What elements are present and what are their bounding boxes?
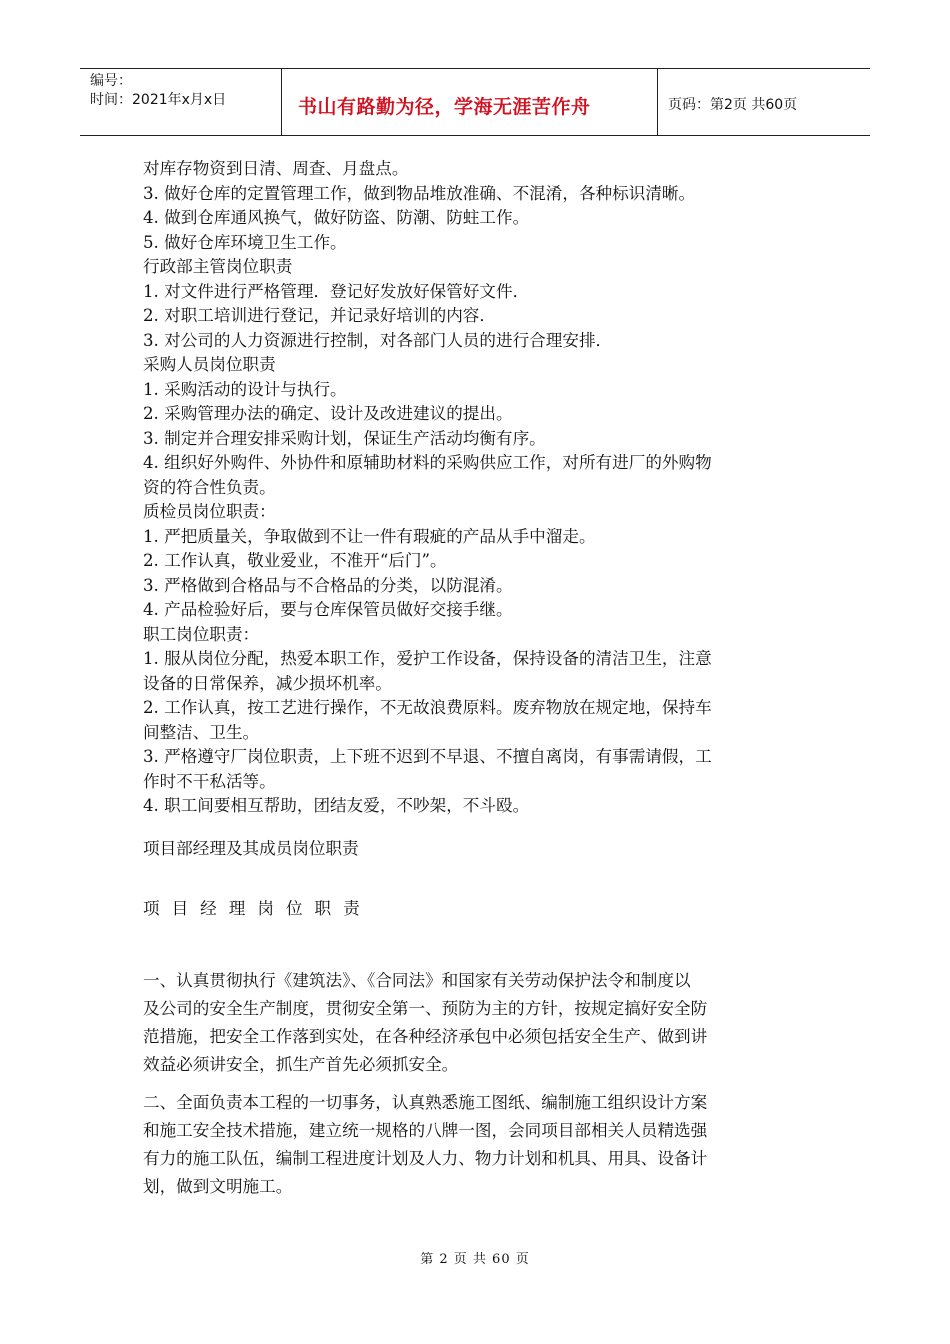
text-line: 2. 对职工培训进行登记，并记录好培训的内容． bbox=[143, 306, 496, 325]
section-title: 行政部主管岗位职责 bbox=[143, 257, 293, 276]
paragraph-line: 划，做到文明施工。 bbox=[143, 1176, 293, 1196]
role-heading: 项目经理岗位职责 bbox=[143, 899, 372, 918]
paragraph-line: 有力的施工队伍，编制工程进度计划及人力、物力计划和机具、用具、设备计 bbox=[143, 1148, 708, 1168]
paragraph-line: 二、全面负责本工程的一切事务，认真熟悉施工图纸、编制施工组织设计方案 bbox=[143, 1092, 708, 1112]
text-line: 4. 职工间要相互帮助，团结友爱，不吵架，不斗殴。 bbox=[143, 796, 530, 815]
text-line: 资的符合性负责。 bbox=[143, 477, 276, 497]
page-header bbox=[80, 68, 870, 136]
paragraph-2 bbox=[143, 1089, 811, 1201]
text-line: 4. 产品检验好后，要与仓库保管员做好交接手继。 bbox=[143, 600, 513, 619]
header-meta bbox=[80, 69, 282, 135]
text-line: 1. 采购活动的设计与执行。 bbox=[143, 379, 347, 399]
header-page-info: 页码：第2页 共60页 bbox=[668, 97, 798, 113]
text-line: 5. 做好仓库环境卫生工作。 bbox=[143, 232, 347, 252]
text-line: 1. 对文件进行严格管理．登记好发放好保管好文件． bbox=[143, 281, 530, 301]
paragraph-line: 范措施，把安全工作落到实处，在各种经济承包中必须包括安全生产、做到讲 bbox=[143, 1026, 708, 1046]
header-motto: 书山有路勤为径，学海无涯苦作舟 bbox=[282, 69, 658, 135]
document-body bbox=[143, 157, 811, 1201]
text-line: 2. 工作认真，敬业爱业，不准开“后门”。 bbox=[143, 551, 447, 570]
text-line: 4. 做到仓库通风换气，做好防盗、防潮、防蛀工作。 bbox=[143, 208, 530, 227]
paragraph-line: 和施工安全技术措施，建立统一规格的八牌一图，会同项目部相关人员精选强 bbox=[143, 1120, 708, 1140]
text-line: 间整洁、卫生。 bbox=[143, 722, 260, 742]
section-title: 质检员岗位职责： bbox=[143, 502, 276, 521]
text-line: 2. 工作认真，按工艺进行操作，不无故浪费原料。废弃物放在规定地，保持车 bbox=[143, 698, 712, 717]
text-line: 4. 组织好外购件、外协件和原辅助材料的采购供应工作，对所有进厂的外购物 bbox=[143, 453, 712, 472]
section-title: 采购人员岗位职责 bbox=[143, 355, 276, 374]
text-line: 3. 严格遵守厂岗位职责，上下班不迟到不早退、不擅自离岗，有事需请假，工 bbox=[143, 747, 712, 766]
text-line: 2. 采购管理办法的确定、设计及改进建议的提出。 bbox=[143, 404, 513, 423]
page-footer: 第 2 页 共 60 页 bbox=[420, 1252, 530, 1267]
text-line: 3. 对公司的人力资源进行控制，对各部门人员的进行合理安排． bbox=[143, 330, 613, 350]
text-line: 作时不干私活等。 bbox=[143, 771, 276, 791]
text-line: 3. 做好仓库的定置管理工作，做到物品堆放准确、不混淆，各种标识清晰。 bbox=[143, 183, 696, 203]
time-label: 时间：2021年x月x日 bbox=[90, 92, 227, 108]
text-line: 3. 制定并合理安排采购计划，保证生产活动均衡有序。 bbox=[143, 428, 546, 448]
text-line: 3. 严格做到合格品与不合格品的分类，以防混淆。 bbox=[143, 575, 513, 595]
paragraph-line: 效益必须讲安全，抓生产首先必须抓安全。 bbox=[143, 1054, 459, 1074]
paragraph-1 bbox=[143, 967, 811, 1079]
text-line: 设备的日常保养，减少损坏机率。 bbox=[143, 673, 392, 693]
text-line: 1. 严把质量关，争取做到不让一件有瑕疵的产品从手中溜走。 bbox=[143, 526, 596, 546]
paragraph-line: 一、认真贯彻执行《建筑法》、《合同法》和国家有关劳动保护法令和制度以 bbox=[143, 970, 691, 990]
text-line: 对库存物资到日清、周查、月盘点。 bbox=[143, 159, 409, 178]
section-heading: 项目部经理及其成员岗位职责 bbox=[143, 838, 359, 858]
text-line: 1. 服从岗位分配，热爱本职工作，爱护工作设备，保持设备的清洁卫生，注意 bbox=[143, 649, 712, 668]
number-label: 编号： bbox=[90, 73, 132, 89]
section-title: 职工岗位职责： bbox=[143, 624, 260, 644]
paragraph-line: 及公司的安全生产制度，贯彻安全第一、预防为主的方针，按规定搞好安全防 bbox=[143, 998, 708, 1018]
